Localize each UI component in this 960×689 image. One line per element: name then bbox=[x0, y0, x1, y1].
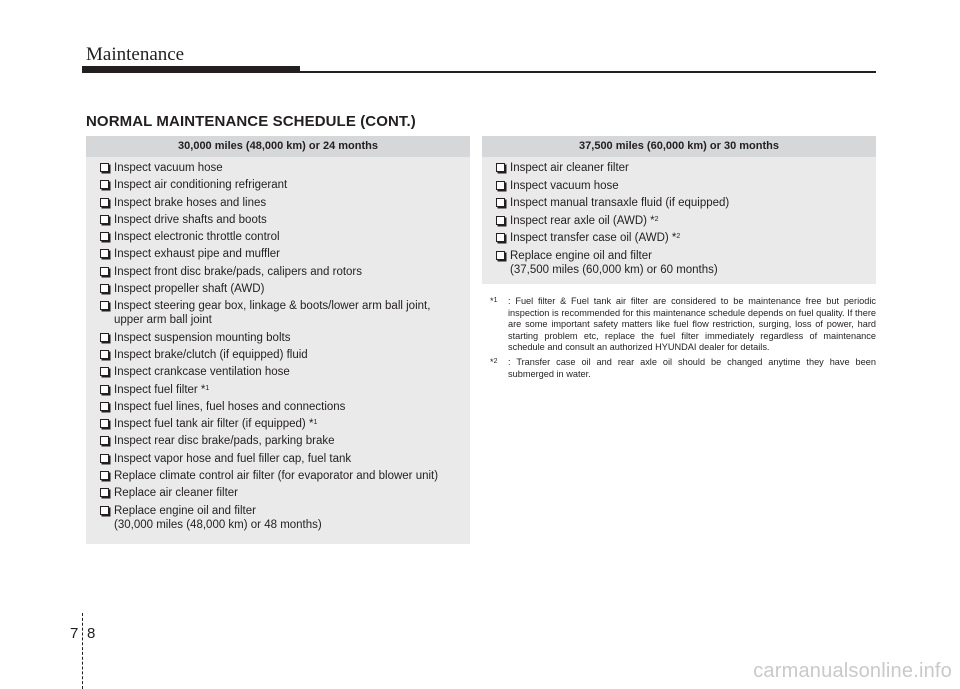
item-text: Inspect steering gear box, linkage & boots/lower arm ball joint, bbox=[114, 300, 431, 313]
footnote-ref: 2 bbox=[654, 215, 659, 223]
item-text: Inspect rear axle oil (AWD) * bbox=[510, 214, 655, 227]
footnote-ref: 1 bbox=[313, 419, 318, 427]
item-text: Inspect vacuum hose bbox=[510, 179, 619, 192]
footnote-star: * bbox=[490, 296, 494, 306]
checkbox-icon bbox=[100, 419, 109, 428]
item-text: Inspect air cleaner filter bbox=[510, 162, 629, 174]
checkbox-icon bbox=[496, 163, 505, 172]
checklist-item bbox=[100, 282, 470, 296]
checklist-item bbox=[100, 196, 470, 210]
checklist-item bbox=[496, 179, 876, 193]
footnote-text: : Transfer case oil and rear axle oil should be changed anytime they have been submerged in water. bbox=[508, 356, 876, 379]
item-text: Inspect front disc brake/pads, calipers and rotors bbox=[114, 265, 363, 278]
checklist-item bbox=[496, 196, 876, 210]
footnote-number: 2 bbox=[493, 357, 498, 365]
checklist-item bbox=[496, 161, 876, 175]
checklist-item bbox=[100, 178, 470, 192]
schedule-box-37500 bbox=[482, 136, 876, 284]
checkbox-icon bbox=[100, 163, 109, 172]
schedule-heading: 37,500 miles (60,000 km) or 30 months bbox=[482, 136, 876, 157]
watermark: carmanualsonline.info bbox=[753, 660, 952, 682]
checklist-item bbox=[496, 249, 876, 277]
checklist-item bbox=[100, 417, 470, 431]
item-text: Inspect brake hoses and lines bbox=[114, 196, 267, 209]
item-text: Inspect exhaust pipe and muffler bbox=[114, 248, 281, 261]
item-text-continued: (30,000 miles (48,000 km) or 48 months) bbox=[114, 518, 322, 531]
checkbox-icon bbox=[496, 181, 505, 190]
checklist-item bbox=[100, 365, 470, 379]
item-text: Inspect suspension mounting bolts bbox=[114, 331, 291, 344]
footnotes bbox=[490, 296, 876, 383]
checklist-item bbox=[100, 348, 470, 362]
footnote-ref: 2 bbox=[676, 233, 681, 241]
checklist-item bbox=[100, 299, 470, 327]
item-text: Inspect vapor hose and fuel filler cap, fuel tank bbox=[114, 452, 352, 465]
checkbox-icon bbox=[100, 385, 109, 394]
footnote-mark bbox=[490, 296, 497, 308]
item-text-continued: upper arm ball joint bbox=[114, 314, 212, 327]
item-text-continued: (37,500 miles (60,000 km) or 60 months) bbox=[510, 263, 718, 276]
checkbox-icon bbox=[100, 367, 109, 376]
checklist-item bbox=[100, 400, 470, 414]
checkbox-icon bbox=[100, 232, 109, 241]
checkbox-icon bbox=[100, 350, 109, 359]
checkbox-icon bbox=[100, 180, 109, 189]
checklist-item bbox=[100, 504, 470, 532]
item-text: Inspect electronic throttle control bbox=[114, 231, 280, 244]
item-text: Inspect brake/clutch (if equipped) fluid bbox=[114, 348, 308, 361]
checklist-item bbox=[100, 434, 470, 448]
checkbox-icon bbox=[496, 198, 505, 207]
item-text: Inspect fuel filter * bbox=[114, 383, 206, 396]
checkbox-icon bbox=[100, 284, 109, 293]
header-bar bbox=[82, 66, 300, 73]
item-text: Inspect air conditioning refrigerant bbox=[114, 179, 288, 192]
checkbox-icon bbox=[100, 267, 109, 276]
item-text: Replace engine oil and filter bbox=[510, 249, 652, 262]
checklist bbox=[86, 157, 470, 532]
schedule-box-30000 bbox=[86, 136, 470, 544]
item-text: Inspect transfer case oil (AWD) * bbox=[510, 232, 677, 245]
item-text: Inspect rear disc brake/pads, parking brake bbox=[114, 435, 335, 448]
footnote bbox=[490, 357, 876, 380]
checkbox-icon bbox=[100, 506, 109, 515]
checkbox-icon bbox=[100, 198, 109, 207]
checklist-item bbox=[100, 486, 470, 500]
checklist-item bbox=[100, 383, 470, 397]
checkbox-icon bbox=[100, 402, 109, 411]
checkbox-icon bbox=[100, 454, 109, 463]
checklist-item bbox=[100, 230, 470, 244]
checkbox-icon bbox=[496, 216, 505, 225]
footnote-text: : Fuel filter & Fuel tank air filter are considered to be maintenance free but periodic inspection is recommended for this maintenance schedule depends on fuel quality. If there are some important safety matters like fuel flow restriction, surging, loss of power, hard starting problem etc, replace the fuel filter immediately regardless of maintenance schedule and consult an authorized HYUNDAI dealer for details. bbox=[508, 296, 876, 353]
checkbox-icon bbox=[100, 333, 109, 342]
item-text: Inspect drive shafts and boots bbox=[114, 213, 267, 226]
item-text: Inspect manual transaxle fluid (if equipped) bbox=[510, 197, 730, 210]
checklist-item bbox=[496, 231, 876, 245]
footnote bbox=[490, 296, 876, 354]
checkbox-icon bbox=[100, 249, 109, 258]
checkbox-icon bbox=[100, 301, 109, 310]
footnote-star: * bbox=[490, 356, 494, 367]
page-num: 8 bbox=[87, 625, 96, 642]
page-number bbox=[70, 625, 104, 642]
item-text: Inspect fuel lines, fuel hoses and connections bbox=[114, 400, 346, 413]
item-text: Inspect crankcase ventilation hose bbox=[114, 366, 290, 379]
checkbox-icon bbox=[100, 471, 109, 480]
checklist-item bbox=[100, 247, 470, 261]
checklist-item bbox=[100, 331, 470, 345]
section-title: NORMAL MAINTENANCE SCHEDULE (CONT.) bbox=[86, 113, 416, 130]
item-text: Replace engine oil and filter bbox=[114, 504, 256, 517]
checklist-item bbox=[100, 265, 470, 279]
header-rule bbox=[300, 71, 876, 73]
checklist-item bbox=[100, 469, 470, 483]
schedule-heading: 30,000 miles (48,000 km) or 24 months bbox=[86, 136, 470, 157]
checkbox-icon bbox=[100, 436, 109, 445]
item-text: Replace climate control air filter (for evaporator and blower unit) bbox=[114, 470, 439, 483]
checkbox-icon bbox=[100, 215, 109, 224]
checklist-item bbox=[496, 214, 876, 228]
header-title: Maintenance bbox=[86, 44, 185, 65]
checklist bbox=[482, 157, 876, 277]
checklist-item bbox=[100, 161, 470, 175]
item-text: Replace air cleaner filter bbox=[114, 487, 239, 500]
checkbox-icon bbox=[496, 251, 505, 260]
footnote-ref: 1 bbox=[205, 384, 210, 392]
checklist-item bbox=[100, 452, 470, 466]
checkbox-icon bbox=[100, 488, 109, 497]
chapter-number: 7 bbox=[70, 625, 79, 642]
checklist-item bbox=[100, 213, 470, 227]
footnote-mark bbox=[490, 357, 497, 369]
item-text: Inspect vacuum hose bbox=[114, 162, 223, 174]
item-text: Inspect fuel tank air filter (if equipped) * bbox=[114, 418, 314, 431]
checkbox-icon bbox=[496, 233, 505, 242]
footnote-number: 1 bbox=[493, 297, 498, 304]
item-text: Inspect propeller shaft (AWD) bbox=[114, 283, 265, 296]
